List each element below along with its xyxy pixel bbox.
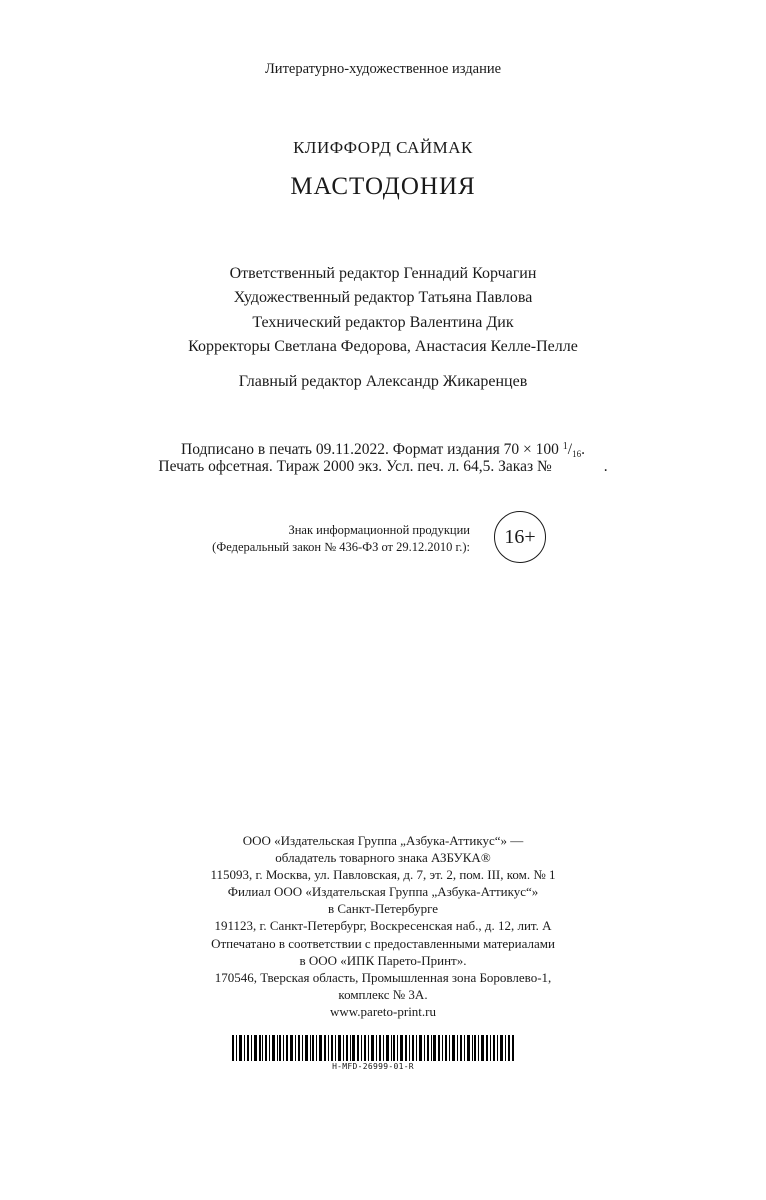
format-fraction: $^1/_{16}$ — [562, 441, 582, 459]
imprint-line: 115093, г. Москва, ул. Павловская, д. 7, эт. 2, пом. III, ком. № 1 — [210, 867, 556, 883]
print-info-text: Подписано в печать 09.11.2022. Формат издания 70 × 100 — [181, 441, 563, 458]
imprint-line: в Санкт-Петербурге — [327, 901, 439, 917]
info-sign-line: (Федеральный закон № 436-ФЗ от 29.12.2010 г.): — [212, 540, 470, 554]
chief-editor: Главный редактор Александр Жикаренцев — [238, 373, 528, 390]
imprint-block — [0, 832, 766, 1020]
imprint-line: 191123, г. Санкт-Петербург, Воскресенская наб., д. 12, лит. А — [214, 918, 552, 934]
imprint-line: ООО «Издательская Группа „Азбука-Аттикус“» — — [242, 833, 524, 848]
info-sign-text — [186, 522, 470, 556]
print-info-text: Печать офсетная. Тираж 2000 экз. Усл. печ. л. 64,5. Заказ № — [158, 458, 552, 475]
imprint-line: комплекс № 3А. — [338, 986, 428, 1002]
genre-label: Литературно-художественное издание — [264, 61, 502, 77]
credit-line: Художественный редактор Татьяна Павлова — [233, 289, 533, 307]
book-title: МАСТОДОНИЯ — [290, 173, 476, 200]
print-info-line-2: Печать офсетная. Тираж 2000 экз. Усл. печ. л. 64,5. Заказ № . — [158, 458, 608, 475]
imprint-line: в ООО «ИПК Парето-Принт». — [299, 952, 467, 968]
age-rating-badge: 16+ — [494, 511, 546, 563]
imprint-line: www.pareto-print.ru — [329, 1003, 436, 1019]
info-sign-line: Знак информационной продукции — [288, 523, 470, 537]
imprint-line: Филиал ООО «Издательская Группа „Азбука-Аттикус“» — [227, 884, 539, 900]
credit-line: Технический редактор Валентина Дик — [252, 313, 514, 331]
credit-line: Корректоры Светлана Федорова, Анастасия Келле-Пелле — [188, 337, 578, 355]
imprint-line: обладатель товарного знака АЗБУКА® — [275, 850, 491, 866]
author-name: КЛИФФОРД САЙМАК — [293, 138, 473, 157]
imprint-line: Отпечатано в соответствии с предоставленными материалами — [211, 935, 555, 951]
credits-block — [0, 262, 766, 359]
imprint-line: 170546, Тверская область, Промышленная зона Боровлево-1, — [214, 969, 552, 985]
credit-line: Ответственный редактор Геннадий Корчагин — [229, 265, 537, 282]
barcode-icon — [232, 1035, 514, 1061]
barcode-code: H-MFD-26999-01-R — [332, 1062, 414, 1071]
print-info-line-1: Подписано в печать 09.11.2022. Формат издания 70 × 100 $^1/_{16}$. — [181, 441, 585, 459]
